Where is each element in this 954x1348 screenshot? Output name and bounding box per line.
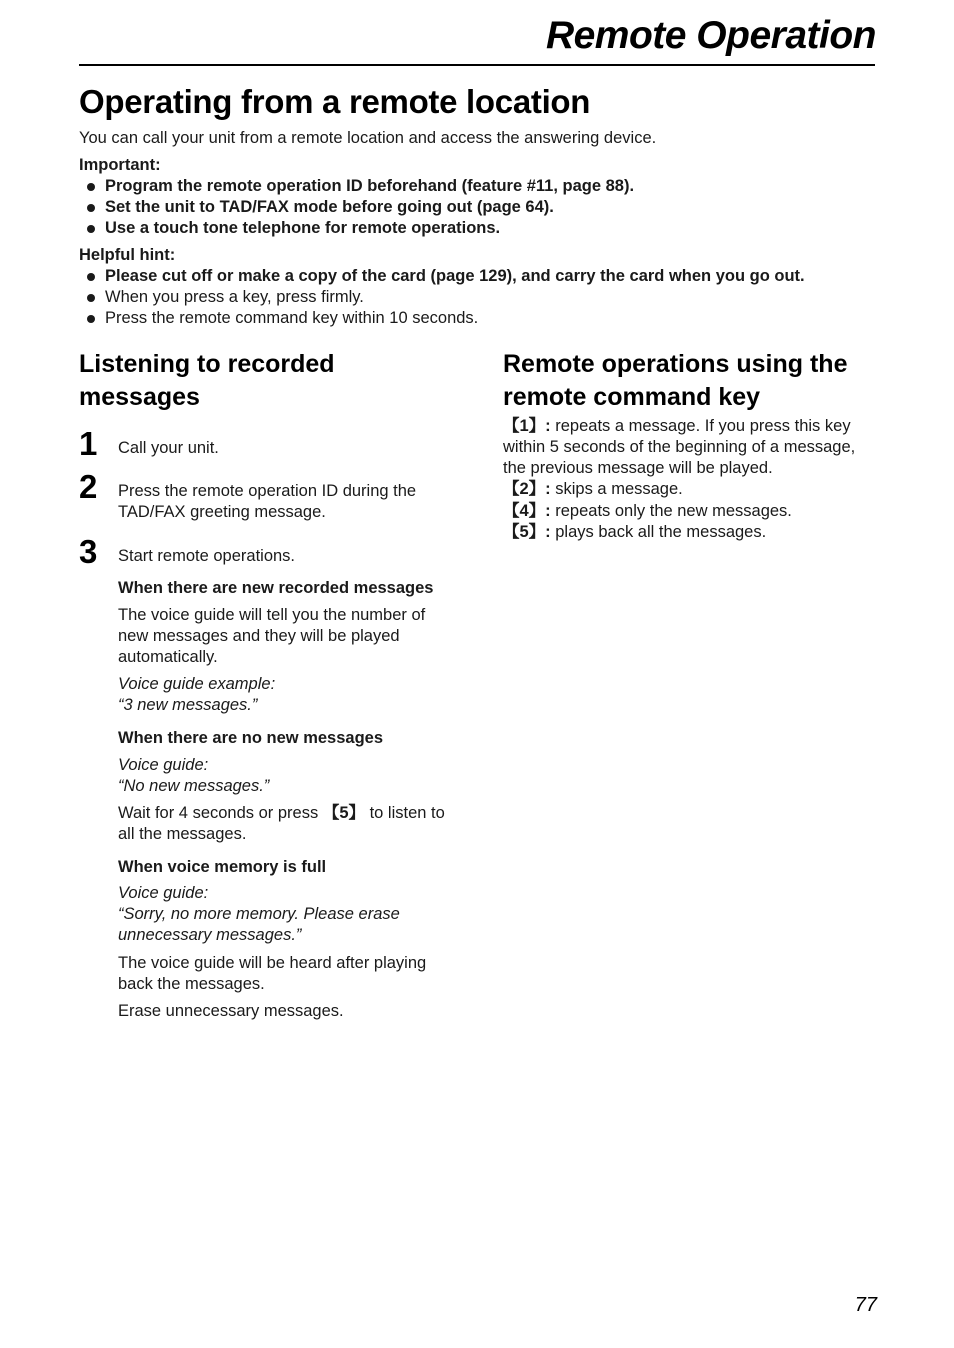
new-messages-heading: When there are new recorded messages [118,579,434,597]
remote-key-2: 【2】: skips a message. [503,480,683,498]
key-2-label: 【2】: [503,480,551,498]
list-item: Use a touch tone telephone for remote operations. [79,218,879,239]
key-5-label: 【5】: [503,523,551,541]
remote-key-1: 【1】: repeats a message. If you press this key within 5 seconds of the beginning of a message, the previous message will be played. [503,417,856,477]
list-item: When you press a key, press firmly. [79,287,879,308]
no-messages-heading: When there are no new messages [118,729,384,747]
key-4-label: 【4】: [503,502,551,520]
key-5-label: 【5】 [322,804,365,822]
memory-full-heading: When voice memory is full [118,858,327,876]
step-number: 3 [79,533,98,570]
remote-key-5: 【5】: plays back all the messages. [503,523,767,541]
list-item: Program the remote operation ID beforehand (feature #11, page 88). [79,176,879,197]
step-number: 2 [79,468,98,505]
step-text: Press the remote operation ID during the TAD/FAX greeting message. [118,482,417,521]
listening-heading: Listening to recorded messages [79,350,335,411]
remote-keys-heading: Remote operations using the remote command key [503,350,848,411]
hint-list [79,266,879,329]
erase-instruction: Erase unnecessary messages. [118,1002,344,1020]
intro-text: You can call your unit from a remote location and access the answering device. [79,129,657,147]
memory-full-body: The voice guide will be heard after playing back the messages. [118,954,427,993]
wait-instruction: Wait for 4 seconds or press 【5】 to listen to all the messages. [118,804,445,843]
page-number: 77 [854,1294,877,1316]
running-header: Remote Operation [545,14,876,57]
list-item: Set the unit to TAD/FAX mode before going out (page 64). [79,197,879,218]
key-1-label: 【1】: [503,417,551,435]
voice-guide-example: Voice guide example: “3 new messages.” [118,675,276,714]
section-title: Operating from a remote location [79,83,591,120]
voice-guide-memory-full: Voice guide: “Sorry, no more memory. Please erase unnecessary messages.” [118,884,400,944]
step-text: Start remote operations. [118,547,296,565]
new-messages-body: The voice guide will tell you the number of new messages and they will be played automatically. [118,606,426,666]
step-text: Call your unit. [118,439,219,457]
voice-guide-no-messages: Voice guide: “No new messages.” [118,756,270,795]
header-rule [79,64,875,66]
step-number: 1 [79,425,98,462]
hint-label: Helpful hint: [79,246,176,264]
list-item: Please cut off or make a copy of the card (page 129), and carry the card when you go out. [79,266,879,287]
remote-key-4: 【4】: repeats only the new messages. [503,502,792,520]
list-item: Press the remote command key within 10 seconds. [79,308,879,329]
important-label: Important: [79,156,161,174]
important-list [79,176,879,239]
